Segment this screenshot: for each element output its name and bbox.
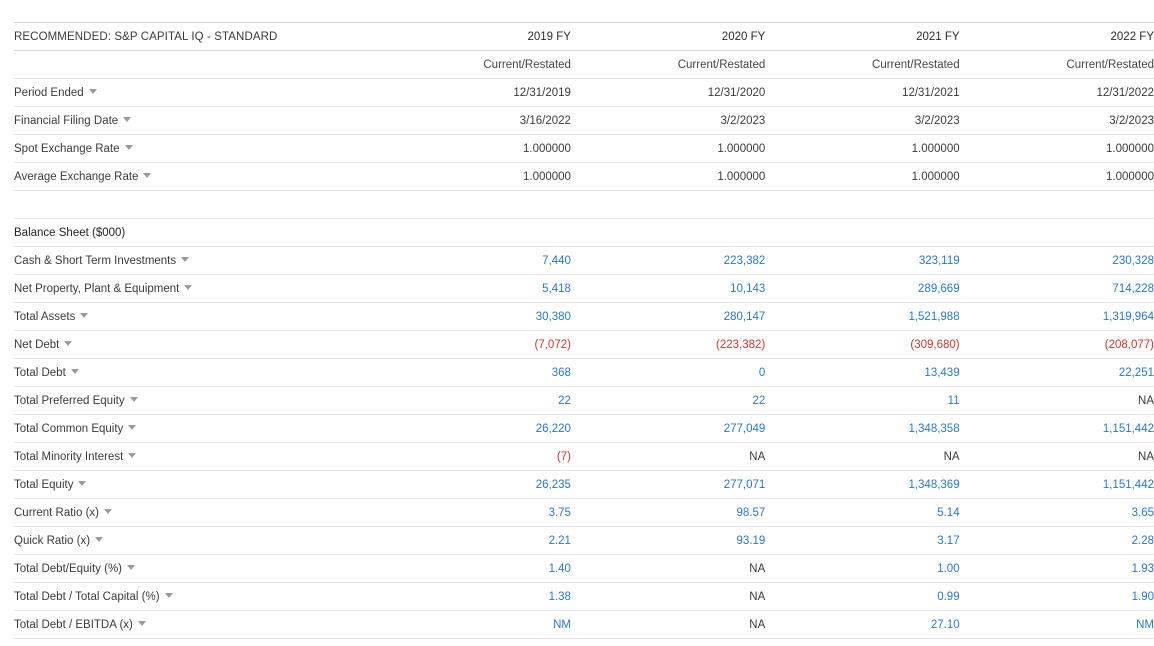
line-item-label: Cash & Short Term Investments (14, 254, 177, 267)
row-label-cell (14, 135, 377, 163)
value-cell[interactable]: (7,072) (377, 331, 571, 359)
line-item-label: Total Debt / EBITDA (x) (14, 618, 133, 631)
line-item-label: Total Preferred Equity (14, 394, 125, 407)
row-label-cell (14, 555, 377, 583)
column-header-basis: Current/Restated (571, 51, 765, 79)
line-item-label: Net Property, Plant & Equipment (14, 282, 180, 295)
value-cell[interactable]: 0.99 (765, 583, 959, 611)
line-item-label: Total Common Equity (14, 422, 124, 435)
value-cell: 1.000000 (960, 135, 1154, 163)
column-header-basis: Current/Restated (960, 51, 1154, 79)
value-cell: 1.000000 (571, 163, 765, 191)
chevron-down-icon[interactable] (104, 509, 112, 514)
chevron-down-icon[interactable] (138, 621, 146, 626)
meta-row-label: Spot Exchange Rate (14, 142, 120, 155)
table-row (14, 107, 1154, 135)
section-empty-cell (765, 219, 959, 247)
chevron-down-icon[interactable] (130, 397, 138, 402)
value-cell[interactable]: 223,382 (571, 247, 765, 275)
chevron-down-icon[interactable] (71, 369, 79, 374)
table-row (14, 359, 1154, 387)
value-cell[interactable]: 93.19 (571, 527, 765, 555)
row-label-cell (14, 107, 377, 135)
row-label-cell (14, 611, 377, 639)
chevron-down-icon[interactable] (123, 117, 131, 122)
value-cell: NA (571, 555, 765, 583)
value-cell[interactable]: (7) (377, 443, 571, 471)
value-cell[interactable]: 1.40 (377, 555, 571, 583)
value-cell[interactable]: 277,071 (571, 471, 765, 499)
value-cell: 1.000000 (960, 163, 1154, 191)
spacer-cell (14, 191, 377, 219)
chevron-down-icon[interactable] (143, 173, 151, 178)
section-empty-cell (571, 219, 765, 247)
table-row (14, 611, 1154, 639)
table-body (14, 23, 1154, 639)
value-cell: 3/2/2023 (960, 107, 1154, 135)
spacer-cell (960, 191, 1154, 219)
line-item-label: Total Minority Interest (14, 450, 124, 463)
table-row (14, 79, 1154, 107)
chevron-down-icon[interactable] (64, 341, 72, 346)
value-cell: 1.000000 (377, 135, 571, 163)
value-cell[interactable]: 1,521,988 (765, 303, 959, 331)
value-cell[interactable]: 13,439 (765, 359, 959, 387)
value-cell[interactable]: 3.17 (765, 527, 959, 555)
column-header-year: 2021 FY (765, 23, 959, 51)
value-cell[interactable]: 27.10 (765, 611, 959, 639)
chevron-down-icon[interactable] (125, 145, 133, 150)
table-row (14, 527, 1154, 555)
value-cell[interactable]: 26,220 (377, 415, 571, 443)
row-label-cell (14, 303, 377, 331)
value-cell[interactable]: (208,077) (960, 331, 1154, 359)
chevron-down-icon[interactable] (89, 89, 97, 94)
column-header-year: 2020 FY (571, 23, 765, 51)
spacer-cell (765, 191, 959, 219)
value-cell[interactable]: 98.57 (571, 499, 765, 527)
value-cell[interactable]: 22 (571, 387, 765, 415)
row-label-cell (14, 275, 377, 303)
value-cell: NA (960, 387, 1154, 415)
value-cell[interactable]: 1.38 (377, 583, 571, 611)
value-cell[interactable]: 11 (765, 387, 959, 415)
value-cell[interactable]: 22 (377, 387, 571, 415)
line-item-label: Total Assets (14, 310, 76, 323)
value-cell[interactable]: 2.21 (377, 527, 571, 555)
table-row (14, 163, 1154, 191)
value-cell: 12/31/2019 (377, 79, 571, 107)
table-row (14, 303, 1154, 331)
value-cell[interactable]: 1,348,358 (765, 415, 959, 443)
chevron-down-icon[interactable] (78, 481, 86, 486)
section-empty-cell (960, 219, 1154, 247)
value-cell: NA (765, 443, 959, 471)
value-cell: NA (960, 443, 1154, 471)
value-cell: NA (571, 611, 765, 639)
row-label-cell (14, 331, 377, 359)
line-item-label: Total Debt / Total Capital (%) (14, 590, 160, 603)
line-item-label: Total Equity (14, 478, 74, 491)
meta-row-label: Period Ended (14, 86, 84, 99)
line-item-label: Current Ratio (x) (14, 506, 99, 519)
value-cell[interactable]: 2.28 (960, 527, 1154, 555)
financials-table (14, 22, 1154, 639)
value-cell: 3/2/2023 (571, 107, 765, 135)
value-cell[interactable]: (309,680) (765, 331, 959, 359)
value-cell: 12/31/2022 (960, 79, 1154, 107)
row-label-cell (14, 471, 377, 499)
value-cell[interactable]: (223,382) (571, 331, 765, 359)
value-cell[interactable]: 289,669 (765, 275, 959, 303)
column-header-year: 2022 FY (960, 23, 1154, 51)
row-label-cell (14, 359, 377, 387)
table-row (14, 555, 1154, 583)
table-row (14, 331, 1154, 359)
statement-template-title: RECOMMENDED: S&P CAPITAL IQ - STANDARD (14, 23, 377, 51)
line-item-label: Net Debt (14, 338, 60, 351)
spacer-cell (377, 191, 571, 219)
value-cell[interactable]: 1,151,442 (960, 471, 1154, 499)
subheader-blank-cell (14, 51, 377, 79)
value-cell[interactable]: NM (377, 611, 571, 639)
value-cell: 1.000000 (571, 135, 765, 163)
table-row (14, 387, 1154, 415)
spacer-cell (571, 191, 765, 219)
chevron-down-icon[interactable] (80, 313, 88, 318)
section-empty-cell (377, 219, 571, 247)
table-row (14, 499, 1154, 527)
table-header-row (14, 23, 1154, 51)
value-cell[interactable]: NM (960, 611, 1154, 639)
line-item-label: Total Debt/Equity (%) (14, 562, 123, 575)
column-header-basis: Current/Restated (377, 51, 571, 79)
value-cell: NA (571, 583, 765, 611)
value-cell[interactable]: 5,418 (377, 275, 571, 303)
chevron-down-icon[interactable] (128, 453, 136, 458)
chevron-down-icon[interactable] (181, 257, 189, 262)
table-row (14, 275, 1154, 303)
chevron-down-icon[interactable] (95, 537, 103, 542)
line-item-label: Total Debt (14, 366, 66, 379)
column-header-year: 2019 FY (377, 23, 571, 51)
value-cell: 1.000000 (765, 163, 959, 191)
table-row (14, 247, 1154, 275)
table-row (14, 471, 1154, 499)
row-label-cell (14, 443, 377, 471)
value-cell[interactable]: 368 (377, 359, 571, 387)
chevron-down-icon[interactable] (184, 285, 192, 290)
value-cell: 12/31/2021 (765, 79, 959, 107)
table-row (14, 135, 1154, 163)
table-row (14, 443, 1154, 471)
value-cell: 12/31/2020 (571, 79, 765, 107)
value-cell: NA (571, 443, 765, 471)
value-cell[interactable]: 3.65 (960, 499, 1154, 527)
row-label-cell (14, 247, 377, 275)
section-header-row (14, 219, 1154, 247)
value-cell[interactable]: 277,049 (571, 415, 765, 443)
row-label-cell (14, 499, 377, 527)
table-row (14, 583, 1154, 611)
value-cell: 3/2/2023 (765, 107, 959, 135)
value-cell[interactable]: 7,440 (377, 247, 571, 275)
value-cell[interactable]: 22,251 (960, 359, 1154, 387)
value-cell[interactable]: 10,143 (571, 275, 765, 303)
value-cell[interactable]: 5.14 (765, 499, 959, 527)
line-item-label: Quick Ratio (x) (14, 534, 91, 547)
value-cell[interactable]: 280,147 (571, 303, 765, 331)
chevron-down-icon[interactable] (165, 593, 173, 598)
chevron-down-icon[interactable] (127, 565, 135, 570)
row-label-cell (14, 387, 377, 415)
value-cell[interactable]: 3.75 (377, 499, 571, 527)
value-cell[interactable]: 1,348,369 (765, 471, 959, 499)
section-title: Balance Sheet ($000) (14, 219, 377, 247)
value-cell[interactable]: 30,380 (377, 303, 571, 331)
value-cell[interactable]: 714,228 (960, 275, 1154, 303)
chevron-down-icon[interactable] (128, 425, 136, 430)
row-label-cell (14, 163, 377, 191)
value-cell: 1.000000 (765, 135, 959, 163)
row-label-cell (14, 583, 377, 611)
value-cell: 3/16/2022 (377, 107, 571, 135)
row-label-cell (14, 415, 377, 443)
value-cell[interactable]: 1.93 (960, 555, 1154, 583)
row-label-cell (14, 79, 377, 107)
value-cell: 1.000000 (377, 163, 571, 191)
value-cell[interactable]: 1,151,442 (960, 415, 1154, 443)
value-cell[interactable]: 0 (571, 359, 765, 387)
meta-row-label: Average Exchange Rate (14, 170, 139, 183)
table-row (14, 415, 1154, 443)
value-cell[interactable]: 230,328 (960, 247, 1154, 275)
meta-row-label: Financial Filing Date (14, 114, 119, 127)
value-cell[interactable]: 1.00 (765, 555, 959, 583)
value-cell[interactable]: 26,235 (377, 471, 571, 499)
table-subheader-row (14, 51, 1154, 79)
column-header-basis: Current/Restated (765, 51, 959, 79)
value-cell[interactable]: 1.90 (960, 583, 1154, 611)
value-cell[interactable]: 1,319,964 (960, 303, 1154, 331)
value-cell[interactable]: 323,119 (765, 247, 959, 275)
spacer-row (14, 191, 1154, 219)
row-label-cell (14, 527, 377, 555)
